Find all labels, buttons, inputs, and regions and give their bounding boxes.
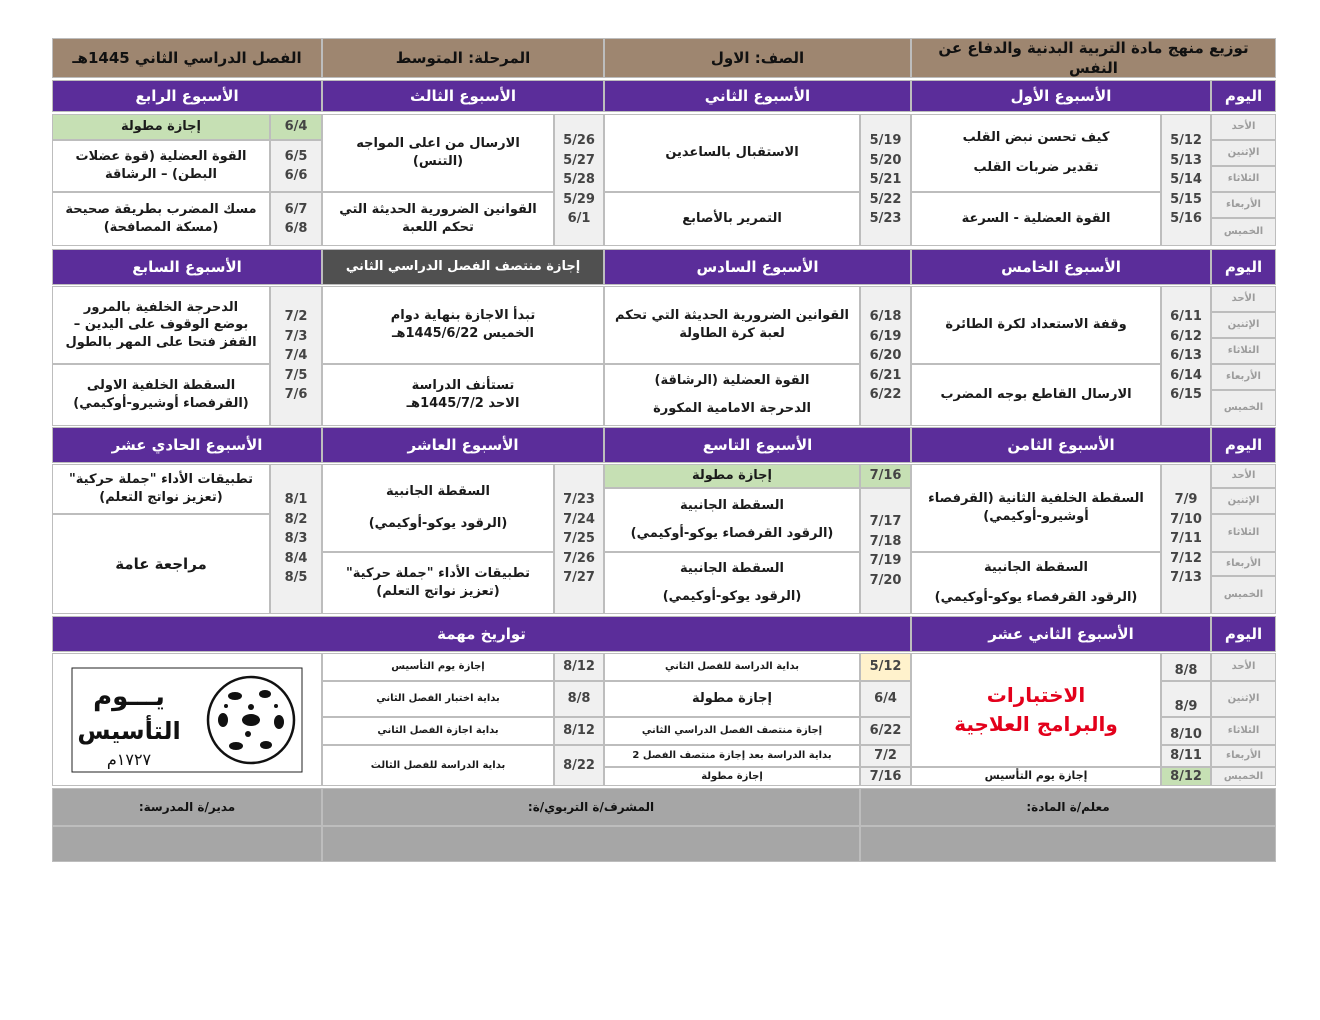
week-3-dates: 5/26 5/27 5/28 5/29 6/1 [554,114,604,246]
day-header: اليوم [1211,80,1276,112]
day-thursday: الخميس [1211,767,1276,786]
semester-label: الفصل الدراسي الثاني 1445هـ [52,38,322,78]
week-11-dates: 8/1 8/2 8/3 8/4 8/5 [270,464,322,614]
week-4-lesson-a: القوة العضلية (قوة عضلات البطن) – الرشاقة [52,140,270,192]
week-7-title: الأسبوع السابع [52,249,322,285]
logo-word-founding: التأسيس [77,716,181,745]
important-date-event: بداية الدراسة بعد إجازة منتصف الفصل 2 [604,745,860,767]
day-sunday: الأحد [1211,653,1276,681]
week-3-lesson-a: الارسال من اعلى المواجه (التنس) [322,114,554,192]
day-header: اليوم [1211,427,1276,463]
important-date: 8/12 [554,717,604,745]
day-header: اليوم [1211,249,1276,285]
founding-day-emblem [71,667,303,773]
week-7-lesson-a: الدحرجة الخلفية بالمرور بوضع الوقوف على اليدين – القفز فتحا على المهر بالطول [52,286,270,364]
teacher-signature-box [860,826,1276,862]
week-4-lesson-b: مسك المضرب بطريقة صحيحة (مسكة المصافحة) [52,192,270,246]
day-header: اليوم [1211,616,1276,652]
week-2-title: الأسبوع الثاني [604,80,911,112]
week-5-dates: 6/11 6/12 6/13 6/14 6/15 [1161,286,1211,426]
week-8-lesson-b: السقطة الجانبية (الرقود القرفصاء يوكو-أوكيمي) [911,552,1161,614]
day-sunday: الأحد [1211,464,1276,488]
week-4-dates-b: 6/7 6/8 [270,192,322,246]
important-date-event: إجازة مطولة [604,767,860,786]
week-12-date: 8/11 [1161,745,1211,767]
week-5-lesson-a: وقفة الاستعداد لكرة الطائرة [911,286,1161,364]
day-thursday: الخميس [1211,390,1276,426]
week-8-title: الأسبوع الثامن [911,427,1211,463]
week-9-holiday-date: 7/16 [860,464,911,488]
important-date-event: إجازة يوم التأسيس [322,653,554,681]
logo-word-day: يـــوم [93,681,165,712]
stage-label: المرحلة: المتوسط [322,38,604,78]
week-4-holiday: إجازة مطولة [52,114,270,140]
week-3-lesson-b: القوانين الضرورية الحديثة التي تحكم اللعبة [322,192,554,246]
week-10-dates: 7/23 7/24 7/25 7/26 7/27 [554,464,604,614]
week-4-dates-a: 6/5 6/6 [270,140,322,192]
week-9-lesson-b: السقطة الجانبية (الرقود يوكو-أوكيمي) [604,552,860,614]
week-2-lesson-a: الاستقبال بالساعدين [604,114,860,192]
week-6-dates: 6/18 6/19 6/20 6/21 6/22 [860,286,911,426]
week-11-lesson-b: مراجعة عامة [52,514,270,614]
week-10-lesson-a: السقطة الجانبية (الرقود يوكو-أوكيمي) [322,464,554,552]
grade-label: الصف: الاول [604,38,911,78]
important-date: 8/22 [554,745,604,786]
week-9-dates: 7/17 7/18 7/19 7/20 [860,488,911,614]
day-tuesday: الثلاثاء [1211,166,1276,192]
day-tuesday: الثلاثاء [1211,717,1276,745]
supervisor-signature-label: المشرف/ة التربوي/ة: [322,788,860,826]
week-10-lesson-b: تطبيقات الأداء "جملة حركية" (تعزيز نواتج التعلم) [322,552,554,614]
day-wednesday: الأربعاء [1211,192,1276,218]
week-1-dates: 5/12 5/13 5/14 5/15 5/16 [1161,114,1211,246]
week-1-lesson-a: كيف تحسن نبض القلب تقدير ضربات القلب [911,114,1161,192]
week-6-lesson-a: القوانين الضرورية الحديثة التي تحكم لعبة كرة الطاولة [604,286,860,364]
week-4-title: الأسبوع الرابع [52,80,322,112]
important-date: 5/12 [860,653,911,681]
important-date: 8/12 [554,653,604,681]
day-monday: الإثنين [1211,488,1276,514]
important-date-event: بداية اختبار الفصل الثاني [322,681,554,717]
week-9-title: الأسبوع التاسع [604,427,911,463]
important-date-event: إجازة مطولة [604,681,860,717]
week-8-lesson-a: السقطة الخلفية الثانية (القرفصاء أوشيرو-أوكيمي) [911,464,1161,552]
day-sunday: الأحد [1211,286,1276,312]
important-date: 6/4 [860,681,911,717]
principal-signature-label: مدير/ة المدرسة: [52,788,322,826]
week-11-lesson-a: تطبيقات الأداء "جملة حركية" (تعزيز نواتج التعلم) [52,464,270,514]
important-dates-title: تواريخ مهمة [52,616,911,652]
important-date-event: إجازة منتصف الفصل الدراسي الثاني [604,717,860,745]
founding-day-logo [52,653,322,786]
week-3-title: الأسبوع الثالث [322,80,604,112]
important-date: 7/2 [860,745,911,767]
important-date: 7/16 [860,767,911,786]
day-monday: الإثنين [1211,312,1276,338]
day-wednesday: الأربعاء [1211,364,1276,390]
week-11-title: الأسبوع الحادي عشر [52,427,322,463]
exams-note: الاختبارات والبرامج العلاجية [911,653,1161,767]
week-2-lesson-b: التمرير بالأصابع [604,192,860,246]
week-8-dates: 7/9 7/10 7/11 7/12 7/13 [1161,464,1211,614]
founding-day-holiday: إجازة يوم التأسيس [911,767,1161,786]
week-6-lesson-b: القوة العضلية (الرشاقة) الدحرجة الامامية المكورة [604,364,860,426]
week-1-title: الأسبوع الأول [911,80,1211,112]
principal-signature-box [52,826,322,862]
important-date: 8/8 [554,681,604,717]
week-1-lesson-b: القوة العضلية - السرعة [911,192,1161,246]
important-date-event: بداية الدراسة للفصل الثالث [322,745,554,786]
midterm-break-start: تبدأ الاجازة بنهاية دوام الخميس 1445/6/22هـ [322,286,604,364]
week-12-date: 8/8 [1161,653,1211,681]
day-wednesday: الأربعاء [1211,552,1276,576]
day-tuesday: الثلاثاء [1211,338,1276,364]
week-7-lesson-b: السقطة الخلفية الاولى (القرفصاء أوشيرو-أوكيمي) [52,364,270,426]
important-date-event: بداية اجازة الفصل الثاني [322,717,554,745]
day-monday: الإثنين [1211,681,1276,717]
supervisor-signature-box [322,826,860,862]
week-9-holiday: إجازة مطولة [604,464,860,488]
week-6-title: الأسبوع السادس [604,249,911,285]
week-5-title: الأسبوع الخامس [911,249,1211,285]
day-wednesday: الأربعاء [1211,745,1276,767]
week-12-date: 8/10 [1161,717,1211,745]
logo-year: ١٧٢٧م [106,749,152,769]
week-12-date: 8/9 [1161,681,1211,717]
teacher-signature-label: معلم/ة المادة: [860,788,1276,826]
day-tuesday: الثلاثاء [1211,514,1276,552]
day-thursday: الخميس [1211,218,1276,246]
week-5-lesson-b: الارسال القاطع بوجه المضرب [911,364,1161,426]
midterm-break-resume: تستأنف الدراسة الاحد 1445/7/2هـ [322,364,604,426]
week-10-title: الأسبوع العاشر [322,427,604,463]
day-sunday: الأحد [1211,114,1276,140]
week-2-dates: 5/19 5/20 5/21 5/22 5/23 [860,114,911,246]
week-12-date: 8/12 [1161,767,1211,786]
midterm-break-title: إجازة منتصف الفصل الدراسي الثاني [322,249,604,285]
day-monday: الإثنين [1211,140,1276,166]
week-9-lesson-a: السقطة الجانبية (الرقود القرفصاء يوكو-أوكيمي) [604,488,860,552]
week-7-dates: 7/2 7/3 7/4 7/5 7/6 [270,286,322,426]
week-12-title: الأسبوع الثاني عشر [911,616,1211,652]
important-date-event: بداية الدراسة للفصل الثاني [604,653,860,681]
day-thursday: الخميس [1211,576,1276,614]
week-4-holiday-date: 6/4 [270,114,322,140]
important-date: 6/22 [860,717,911,745]
document-title: توزيع منهج مادة التربية البدنية والدفاع عن النفس [911,38,1276,78]
